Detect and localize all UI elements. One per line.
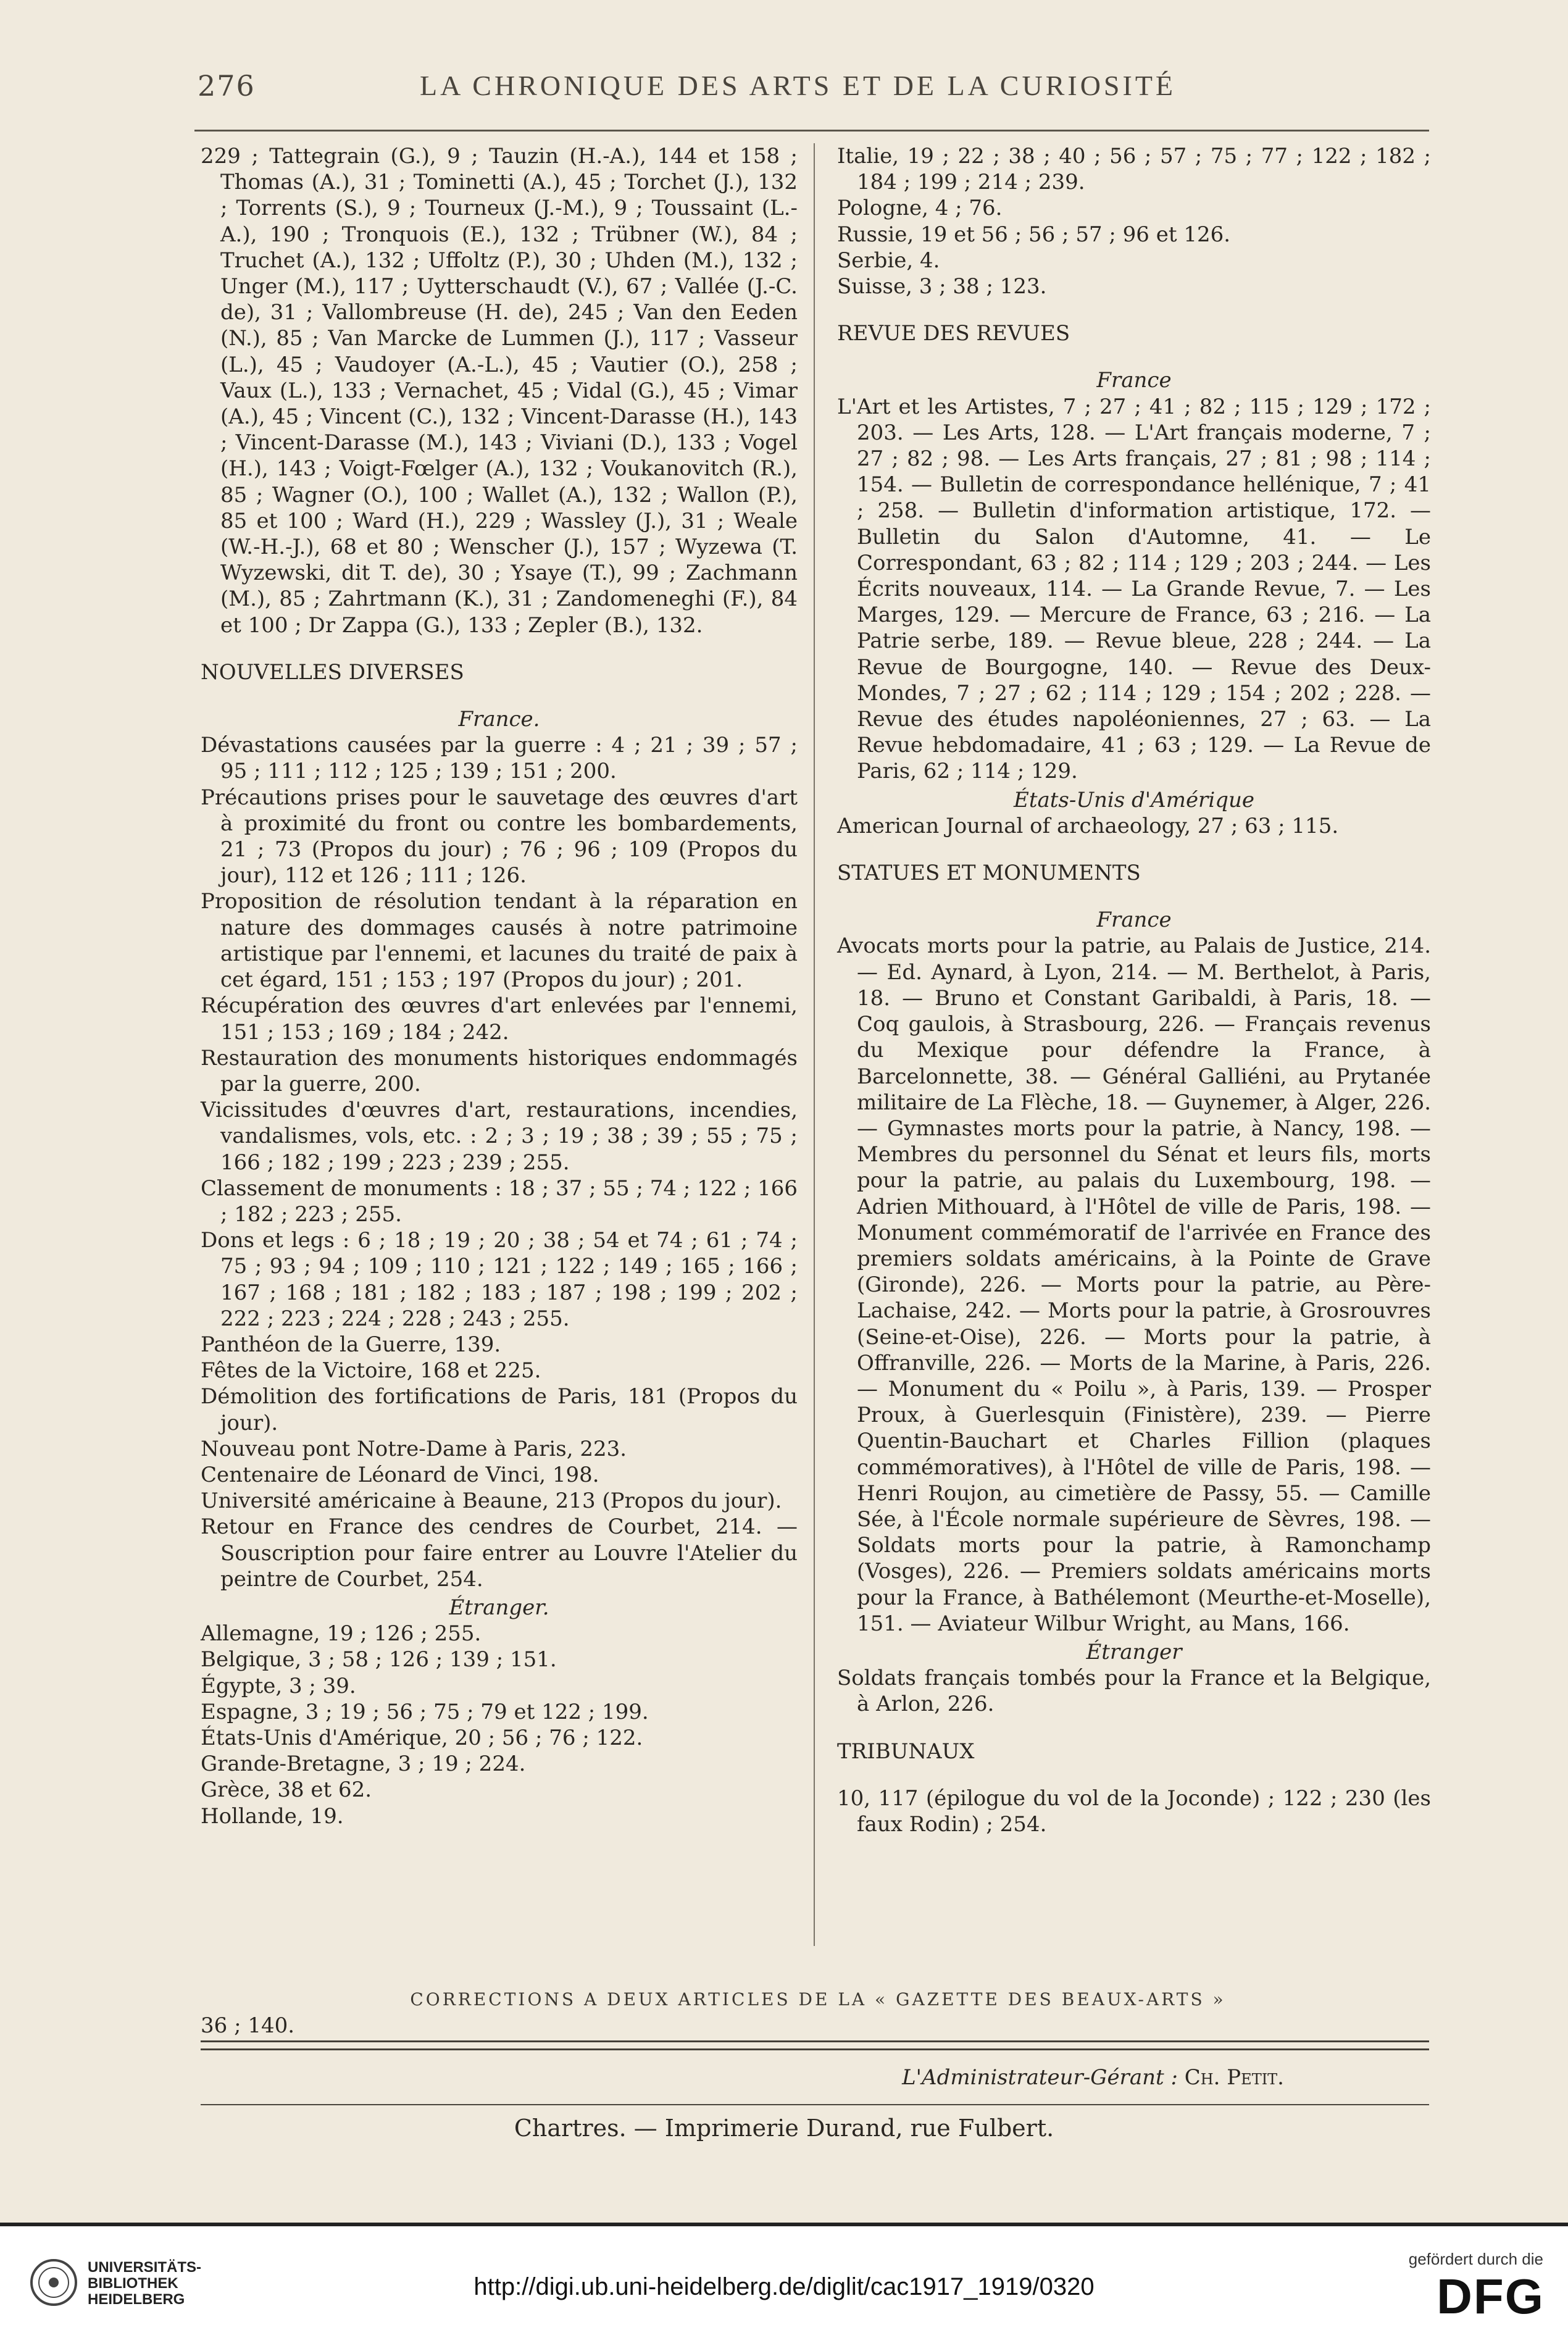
administrator-name: Ch. Petit.: [1184, 2065, 1284, 2090]
index-entry: Italie, 19 ; 22 ; 38 ; 40 ; 56 ; 57 ; 75 ; 77 ; 122 ; 182 ; 184 ; 199 ; 214 ; 239.: [837, 144, 1431, 195]
index-entry: 229 ; Tattegrain (G.), 9 ; Tauzin (H.-A.), 144 et 158 ; Thomas (A.), 31 ; Tominetti (A.), 45 ; Torchet (J.), 132 ; Torrents (S.), 9 ; Tourneux (J.-M.), 9 ; Toussaint (L.-A.), 190 ; Tronquois (E.), 132 ; Trübner (W.), 84 ; Truchet (A.), 132 ; Uffoltz (P.), 30 ; Uhden (M.), 132 ; Unger (M.), 117 ; Uytterschaudt (V.), 67 ; Vallée (J.-C. de), 31 ; Vallombreuse (H. de), 245 ; Van den Eeden (N.), 85 ; Van Marcke de Lummen (J.), 117 ; Vasseur (L.), 45 ; Vaudoyer (A.-L.), 45 ; Vautier (O.), 258 ; Vaux (L.), 133 ; Vernachet, 45 ; Vidal (G.), 45 ; Vimar (A.), 45 ; Vincent (C.), 132 ; Vincent-Darasse (H.), 143 ; Vincent-Darasse (M.), 143 ; Viviani (D.), 133 ; Vogel (H.), 143 ; Voigt-Fœlger (A.), 132 ; Voukanovitch (R.), 85 ; Wagner (O.), 100 ; Wallet (A.), 132 ; Wallon (P.), 85 et 100 ; Ward (H.), 229 ; Wassley (J.), 31 ; Weale (W.-H.-J.), 68 et 80 ; Wenscher (J.), 157 ; Wyzewa (T. Wyzewski, dit T. de), 30 ; Ysaye (T.), 99 ; Zachmann (M.), 85 ; Zahrtmann (K.), 31 ; Zandomeneghi (F.), 84 et 100 ; Dr Zappa (G.), 133 ; Zepler (B.), 132.: [201, 144, 798, 638]
administrator-line: [902, 2065, 1284, 2090]
subsection-heading: Étranger: [1086, 1639, 1182, 1664]
subsection-heading: Étranger.: [449, 1595, 549, 1620]
subsection-heading: France.: [458, 707, 540, 732]
index-entry: Récupération des œuvres d'art enlevées par l'ennemi, 151 ; 153 ; 169 ; 184 ; 242.: [201, 993, 798, 1045]
header-rule: [194, 130, 1429, 132]
index-entry: Serbie, 4.: [837, 248, 940, 273]
subsection-heading: France: [1096, 908, 1172, 933]
left-column: [201, 143, 798, 1829]
index-entry: Espagne, 3 ; 19 ; 56 ; 75 ; 79 et 122 ; 199.: [201, 1699, 649, 1724]
section-heading: REVUE DES REVUES: [837, 321, 1070, 346]
printer-line: Chartres. — Imprimerie Durand, rue Fulbert.: [514, 2115, 1054, 2142]
running-header: [198, 69, 1451, 119]
corrections-text: 36 ; 140.: [201, 2013, 295, 2038]
index-entry: Centenaire de Léonard de Vinci, 198.: [201, 1462, 599, 1487]
index-entry: Proposition de résolution tendant à la réparation en nature des dommages causés à notre patrimoine artistique par l'ennemi, et lacunes du traité de paix à cet égard, 151 ; 153 ; 197 (Propos du jour) ; 201.: [201, 889, 798, 993]
index-entry: Fêtes de la Victoire, 168 et 225.: [201, 1358, 541, 1384]
index-entry: Grande-Bretagne, 3 ; 19 ; 224.: [201, 1752, 526, 1777]
bottom-rule: [201, 2104, 1429, 2105]
subsection-heading: France: [1096, 368, 1172, 393]
index-entry: Russie, 19 et 56 ; 56 ; 57 ; 96 et 126.: [837, 222, 1231, 247]
index-entry: Démolition des fortifications de Paris, 181 (Propos du jour).: [201, 1384, 798, 1435]
index-entry: L'Art et les Artistes, 7 ; 27 ; 41 ; 82 ; 115 ; 129 ; 172 ; 203. — Les Arts, 128. — L'Art français moderne, 7 ; 27 ; 82 ; 98. — Les Arts français, 27 ; 81 ; 98 ; 114 ; 154. — Bulletin de correspondance hellénique, 7 ; 41 ; 258. — Bulletin d'information artistique, 172. — Bulletin du Salon d'Automne, 41. — Le Correspondant, 63 ; 82 ; 114 ; 129 ; 203 ; 244. — Les Écrits nouveaux, 114. — La Grande Revue, 7. — Les Marges, 129. — Mercure de France, 63 ; 216. — La Patrie serbe, 189. — Revue bleue, 228 ; 244. — La Revue de Bourgogne, 140. — Revue des Deux-Mondes, 7 ; 27 ; 62 ; 114 ; 129 ; 154 ; 202 ; 228. — Revue des études napoléoniennes, 27 ; 63. — La Revue hebdomadaire, 41 ; 63 ; 129. — La Revue de Paris, 62 ; 114 ; 129.: [837, 394, 1431, 784]
index-entry: Vicissitudes d'œuvres d'art, restaurations, incendies, vandalismes, vols, etc. : 2 ; 3 ; 19 ; 38 ; 39 ; 55 ; 75 ; 166 ; 182 ; 199 ; 223 ; 239 ; 255.: [201, 1098, 798, 1175]
section-heading: TRIBUNAUX: [837, 1739, 975, 1764]
index-entry: Égypte, 3 ; 39.: [201, 1673, 356, 1698]
index-entry: Belgique, 3 ; 58 ; 126 ; 139 ; 151.: [201, 1647, 557, 1672]
corrections-title: CORRECTIONS A DEUX ARTICLES DE LA « GAZETTE DES BEAUX-ARTS »: [410, 1989, 1226, 2010]
section-heading: STATUES ET MONUMENTS: [837, 861, 1141, 886]
index-entry: Dévastations causées par la guerre : 4 ; 21 ; 39 ; 57 ; 95 ; 111 ; 112 ; 125 ; 139 ; 151 ; 200.: [201, 733, 798, 784]
dfg-logo: DFG: [1437, 2269, 1545, 2324]
section-heading: NOUVELLES DIVERSES: [201, 659, 464, 685]
index-entry: Soldats français tombés pour la France et la Belgique, à Arlon, 226.: [837, 1666, 1431, 1717]
index-entry: Allemagne, 19 ; 126 ; 255.: [201, 1621, 482, 1647]
index-entry: 10, 117 (épilogue du vol de la Joconde) ; 122 ; 230 (les faux Rodin) ; 254.: [837, 1785, 1431, 1837]
journal-title: LA CHRONIQUE DES ARTS ET DE LA CURIOSITÉ: [420, 70, 1177, 101]
index-entry: Avocats morts pour la patrie, au Palais de Justice, 214. — Ed. Aynard, à Lyon, 214. — M. Berthelot, à Paris, 18. — Bruno et Constant Garibaldi, à Paris, 18. — Coq gaulois, à Strasbourg, 226. — Français revenus du Mexique pour défendre la France, à Barcelonnette, 38. — Général Galliéni, au Prytanée militaire de La Flèche, 18. — Guynemer, à Alger, 226. — Gymnastes morts pour la patrie, à Nancy, 198. — Membres du personnel du Sénat et leurs fils, morts pour la patrie, au palais du Luxembourg, 198. — Adrien Mithouard, à l'Hôtel de ville de Paris, 198. — Monument commémoratif de l'arrivée en France des premiers soldats américains, à la Pointe de Grave (Gironde), 226. — Morts pour la patrie, au Père-Lachaise, 242. — Morts pour la patrie, à Grosrouvres (Seine-et-Oise), 226. — Morts pour la patrie, à Offranville, 226. — Morts de la Marine, à Paris, 226. — Monument du « Poilu », à Paris, 139. — Prosper Proux, à Guerlesquin (Finistère), 239. — Pierre Quentin-Bauchart et Charles Fillion (plaques commémoratives), à l'Hôtel de ville de Paris, 198. — Henri Roujon, au cimetière de Passy, 55. — Camille Sée, à l'École normale supérieure de Sèvres, 198. — Soldats morts pour la patrie, à Ramonchamp (Vosges), 226. — Premiers soldats américains morts pour la France, à Bathélemont (Meurthe-et-Moselle), 151. — Aviateur Wilbur Wright, au Mans, 166.: [837, 933, 1431, 1636]
index-entry: Précautions prises pour le sauvetage des œuvres d'art à proximité du front ou contre les bombardements, 21 ; 73 (Propos du jour) ; 76 ; 96 ; 109 (Propos du jour), 112 et 126 ; 111 ; 126.: [201, 785, 798, 888]
index-entry: American Journal of archaeology, 27 ; 63 ; 115.: [837, 813, 1339, 838]
index-entry: Restauration des monuments historiques endommagés par la guerre, 200.: [201, 1045, 798, 1096]
right-column: [837, 143, 1431, 1837]
corrections-block: [201, 1987, 1435, 2039]
index-entry: Pologne, 4 ; 76.: [837, 196, 1003, 221]
library-line-1: UNIVERSITÄTS-: [88, 2259, 202, 2276]
administrator-label: L'Administrateur-Gérant :: [902, 2065, 1178, 2090]
page-number: 276: [198, 69, 256, 102]
index-entry: Nouveau pont Notre-Dame à Paris, 223.: [201, 1436, 627, 1461]
index-entry: Suisse, 3 ; 38 ; 123.: [837, 274, 1047, 299]
column-divider: [814, 143, 815, 1946]
library-line-2: BIBLIOTHEK: [88, 2275, 178, 2292]
double-rule: [201, 2040, 1429, 2050]
index-entry: Grèce, 38 et 62.: [201, 1777, 372, 1803]
digitization-footer: [0, 2223, 1568, 2330]
index-entry: Panthéon de la Guerre, 139.: [201, 1332, 501, 1357]
index-entry: Hollande, 19.: [201, 1803, 344, 1829]
subsection-heading: États-Unis d'Amérique: [1014, 787, 1254, 812]
funded-by-text: gefördert durch die: [1408, 2250, 1543, 2268]
library-line-3: HEIDELBERG: [88, 2291, 185, 2308]
index-entry: Retour en France des cendres de Courbet, 214. — Souscription pour faire entrer au Louvre l'Atelier du peintre de Courbet, 254.: [201, 1514, 798, 1592]
index-entry: Dons et legs : 6 ; 18 ; 19 ; 20 ; 38 ; 54 et 74 ; 61 ; 74 ; 75 ; 93 ; 94 ; 109 ; 110 ; 121 ; 122 ; 149 ; 165 ; 166 ; 167 ; 168 ; 181 ; 182 ; 183 ; 187 ; 198 ; 199 ; 202 ; 222 ; 223 ; 224 ; 228 ; 243 ; 255.: [201, 1228, 798, 1331]
permalink[interactable]: http://digi.ub.uni-heidelberg.de/diglit/cac1917_1919/0320: [473, 2273, 1095, 2300]
index-entry: Classement de monuments : 18 ; 37 ; 55 ; 74 ; 122 ; 166 ; 182 ; 223 ; 255.: [201, 1175, 798, 1227]
index-entry: Université américaine à Beaune, 213 (Propos du jour).: [201, 1489, 782, 1514]
index-entry: États-Unis d'Amérique, 20 ; 56 ; 76 ; 122.: [201, 1725, 643, 1750]
